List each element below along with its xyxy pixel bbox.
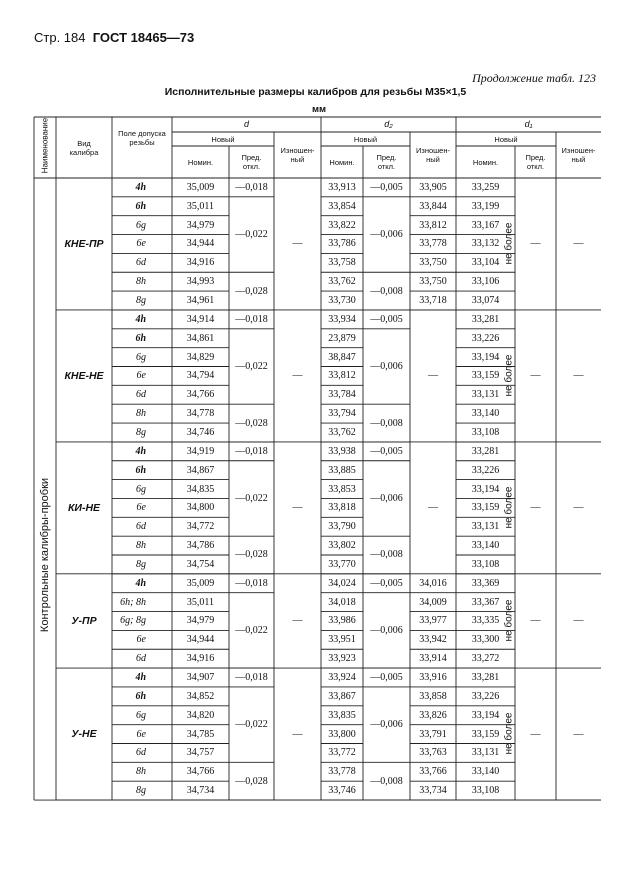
tolerance-field: 6e [136, 370, 146, 382]
d1-nominal: 33,194 [471, 351, 500, 363]
d-nominal: 34,867 [186, 464, 215, 476]
d2-worn-dash: — [428, 502, 438, 514]
d-nominal: 34,916 [186, 257, 215, 269]
d2-deviation: —0,006 [370, 719, 403, 731]
d2-nominal: 33,730 [328, 295, 356, 307]
d2-nominal: 33,924 [328, 672, 356, 684]
d-deviation: —0,028 [235, 417, 268, 429]
table-title: Исполнительные размеры калибров для резьбы М35×1,5 [164, 86, 467, 98]
d2-deviation: —0,006 [370, 492, 403, 504]
d2-deviation: —0,008 [370, 417, 403, 429]
d1-nominal: 33,159 [471, 728, 500, 740]
d2-nominal: 33,934 [328, 313, 356, 325]
d2-nominal: 33,986 [328, 615, 356, 627]
d-nominal: 34,979 [186, 615, 215, 627]
d2-nominal: 33,923 [328, 653, 356, 665]
d1-nominal: 33,159 [471, 370, 500, 382]
d-deviation: —0,018 [235, 577, 268, 589]
group-label: Контрольные калибры-пробки [39, 477, 51, 633]
not-more-label: не более [503, 222, 515, 265]
d2-nominal: 33,790 [328, 521, 356, 533]
d-deviation: —0,018 [235, 313, 268, 325]
d2-worn: 33,750 [419, 276, 447, 288]
header-tolerance-field: Поле допуска резьбы [118, 128, 166, 147]
header-d2: d₂ [384, 119, 393, 130]
d1-deviation-dash: — [530, 728, 541, 740]
not-more-label: не более [503, 599, 515, 642]
gauge-name-1: КНЕ-НЕ [64, 369, 104, 382]
d2-worn: 33,844 [419, 200, 447, 212]
tolerance-field: 6h [135, 690, 146, 702]
tolerance-field: 6g; 8g [120, 615, 146, 627]
d-nominal: 34,757 [186, 747, 215, 759]
d-nominal: 34,852 [186, 690, 215, 702]
d-nominal: 35,011 [186, 200, 215, 212]
d2-nominal: 38,847 [328, 351, 356, 363]
d2-worn: 33,791 [419, 728, 447, 740]
d2-deviation: —0,005 [370, 577, 403, 589]
d-nominal: 34,785 [186, 728, 215, 740]
d-nominal: 35,009 [186, 577, 215, 589]
d2-nominal: 33,746 [328, 785, 356, 797]
tolerance-field: 6g [136, 351, 146, 363]
d1-nominal: 33,106 [471, 276, 500, 288]
d1-worn-dash: — [573, 728, 584, 740]
d-deviation: —0,018 [235, 181, 268, 193]
d1-nominal: 33,199 [471, 200, 500, 212]
d2-nominal: 33,794 [328, 408, 356, 420]
d-worn-dash: — [292, 502, 303, 514]
header-gauge-type: Вид калибра [69, 138, 99, 157]
d1-nominal: 33,167 [471, 219, 500, 231]
d2-worn: 33,778 [419, 238, 447, 250]
d1-nominal: 33,272 [471, 653, 500, 665]
tolerance-field: 6e [136, 728, 146, 740]
d-nominal: 34,786 [186, 540, 215, 552]
header-deviation-1: Пред. откл. [376, 153, 397, 171]
d2-worn: 34,016 [419, 577, 447, 589]
gauge-name-4: У-НЕ [71, 728, 97, 741]
tolerance-field: 6e [136, 502, 146, 514]
d2-worn: 33,905 [419, 181, 447, 193]
gauge-name-0: КНЕ-ПР [64, 237, 104, 250]
header-new-0: Новый [211, 134, 235, 144]
d1-nominal: 33,131 [471, 747, 500, 759]
header-new-2: Новый [494, 134, 518, 144]
d2-nominal: 23,879 [328, 332, 356, 344]
d2-deviation: —0,008 [370, 549, 403, 561]
d-nominal: 34,772 [186, 521, 215, 533]
d1-nominal: 33,281 [471, 313, 500, 325]
d2-nominal: 33,762 [328, 426, 356, 438]
d1-worn-dash: — [573, 502, 584, 514]
d1-nominal: 33,226 [471, 464, 500, 476]
d-nominal: 34,979 [186, 219, 215, 231]
d2-nominal: 33,885 [328, 464, 356, 476]
d2-nominal: 33,800 [328, 728, 356, 740]
d2-worn: 33,812 [419, 219, 447, 231]
d2-nominal: 33,938 [328, 445, 356, 457]
d1-nominal: 33,159 [471, 502, 500, 514]
d2-worn: 33,977 [419, 615, 447, 627]
d1-nominal: 33,226 [471, 332, 500, 344]
tolerance-field: 4h [135, 313, 146, 325]
tolerance-field: 4h [135, 577, 146, 589]
d-nominal: 34,944 [186, 238, 215, 250]
d1-deviation-dash: — [530, 502, 541, 514]
d2-worn: 33,914 [419, 653, 447, 665]
d-nominal: 34,916 [186, 653, 215, 665]
d2-deviation: —0,006 [370, 229, 403, 241]
tolerance-field: 6e [136, 238, 146, 250]
d2-nominal: 33,835 [328, 709, 356, 721]
d1-nominal: 33,108 [471, 558, 500, 570]
page-number: Стр. 184 [34, 30, 86, 45]
d1-nominal: 33,194 [471, 483, 500, 495]
d2-worn: 33,858 [419, 690, 447, 702]
d2-worn: 33,763 [419, 747, 447, 759]
d1-deviation-dash: — [530, 615, 541, 627]
d1-deviation-dash: — [530, 370, 541, 382]
d-nominal: 34,944 [186, 634, 215, 646]
d-nominal: 34,794 [186, 370, 215, 382]
d-deviation: —0,022 [235, 492, 268, 504]
d2-deviation: —0,008 [370, 775, 403, 787]
continuation-note: Продолжение табл. 123 [472, 71, 596, 85]
d-nominal: 34,829 [186, 351, 215, 363]
d2-nominal: 33,786 [328, 238, 356, 250]
d2-nominal: 33,758 [328, 257, 356, 269]
d-deviation: —0,028 [235, 775, 268, 787]
d1-nominal: 33,131 [471, 389, 500, 401]
d-nominal: 34,861 [186, 332, 215, 344]
d-nominal: 34,919 [186, 445, 215, 457]
d1-nominal: 33,300 [471, 634, 500, 646]
tolerance-field: 6g [136, 483, 146, 495]
tolerance-field: 8g [136, 426, 146, 438]
d2-worn-dash: — [428, 370, 438, 382]
d2-nominal: 33,812 [328, 370, 356, 382]
d1-nominal: 33,140 [471, 766, 500, 778]
d2-worn: 33,942 [419, 634, 447, 646]
d2-deviation: —0,005 [370, 181, 403, 193]
d2-deviation: —0,005 [370, 313, 403, 325]
d-nominal: 34,800 [186, 502, 215, 514]
d-deviation: —0,022 [235, 719, 268, 731]
tolerance-field: 6g [136, 709, 146, 721]
d-nominal: 34,914 [186, 313, 215, 325]
d-deviation: —0,022 [235, 360, 268, 372]
d2-nominal: 33,778 [328, 766, 356, 778]
tolerance-field: 8g [136, 785, 146, 797]
tolerance-field: 4h [135, 445, 146, 457]
d-nominal: 34,907 [186, 672, 215, 684]
d2-nominal: 33,772 [328, 747, 356, 759]
d2-worn: 33,734 [419, 785, 447, 797]
d-deviation: —0,022 [235, 624, 268, 636]
d-deviation: —0,022 [235, 229, 268, 241]
tolerance-field: 4h [135, 672, 146, 684]
d2-nominal: 33,854 [328, 200, 356, 212]
header-deviation-2: Пред. откл. [525, 153, 546, 171]
d2-worn: 33,718 [419, 295, 447, 307]
not-more-label: не более [503, 354, 515, 397]
header-nominal-2: Номин. [472, 157, 499, 167]
d2-nominal: 33,913 [328, 181, 356, 193]
d2-nominal: 33,853 [328, 483, 356, 495]
d1-worn-dash: — [573, 238, 584, 250]
d2-deviation: —0,006 [370, 624, 403, 636]
tolerance-field: 8h [136, 408, 146, 420]
d2-nominal: 33,822 [328, 219, 356, 231]
d-nominal: 34,766 [186, 389, 215, 401]
d1-nominal: 33,131 [471, 521, 500, 533]
tolerance-field: 6d [136, 747, 146, 759]
standard-code: ГОСТ 18465—73 [92, 30, 195, 45]
not-more-label: не более [503, 712, 515, 755]
d1-nominal: 33,281 [471, 672, 500, 684]
header-d: d [243, 119, 249, 130]
header-nominal-1: Номин. [329, 157, 355, 167]
d1-nominal: 33,104 [471, 257, 500, 269]
d1-nominal: 33,140 [471, 408, 500, 420]
gauge-name-2: КИ-НЕ [67, 501, 101, 514]
tolerance-field: 6d [136, 389, 146, 401]
d1-nominal: 33,367 [471, 596, 500, 608]
d1-nominal: 33,074 [471, 295, 500, 307]
tolerance-field: 8h [136, 766, 146, 778]
d1-nominal: 33,259 [471, 181, 500, 193]
tolerance-field: 6h; 8h [120, 596, 146, 608]
d-deviation: —0,018 [235, 672, 268, 684]
d1-deviation-dash: — [530, 238, 541, 250]
d2-deviation: —0,006 [370, 360, 403, 372]
d-nominal: 34,778 [186, 408, 215, 420]
tolerance-field: 8g [136, 558, 146, 570]
tolerance-field: 6d [136, 521, 146, 533]
d1-worn-dash: — [573, 370, 584, 382]
d2-nominal: 33,951 [328, 634, 356, 646]
d-nominal: 34,746 [186, 426, 215, 438]
tolerance-field: 6d [136, 257, 146, 269]
unit-label: мм [312, 104, 327, 115]
tolerance-field: 6h [135, 200, 146, 212]
d-worn-dash: — [292, 238, 303, 250]
d1-nominal: 33,194 [471, 709, 500, 721]
d2-worn: 33,826 [419, 709, 447, 721]
d1-nominal: 33,132 [471, 238, 500, 250]
d-worn-dash: — [292, 370, 303, 382]
d2-nominal: 33,770 [328, 558, 356, 570]
header-worn-2: Изношен- ный [561, 146, 596, 164]
d2-nominal: 33,818 [328, 502, 356, 514]
tolerance-field: 6d [136, 653, 146, 665]
d2-nominal: 34,024 [328, 577, 356, 589]
d-nominal: 35,011 [186, 596, 215, 608]
d2-deviation: —0,005 [370, 672, 403, 684]
d-deviation: —0,028 [235, 285, 268, 297]
d2-nominal: 33,867 [328, 690, 356, 702]
d-deviation: —0,028 [235, 549, 268, 561]
d2-nominal: 33,784 [328, 389, 356, 401]
header-nominal-0: Номин. [187, 157, 214, 167]
d1-nominal: 33,108 [471, 785, 500, 797]
d1-nominal: 33,108 [471, 426, 500, 438]
d1-worn-dash: — [573, 615, 584, 627]
d2-worn: 33,750 [419, 257, 447, 269]
d2-nominal: 33,802 [328, 540, 356, 552]
header-d1: d₁ [524, 119, 533, 130]
d2-nominal: 34,018 [328, 596, 356, 608]
tolerance-field: 8h [136, 540, 146, 552]
d2-worn: 34,009 [419, 596, 447, 608]
tolerance-field: 6h [135, 464, 146, 476]
d1-nominal: 33,369 [471, 577, 500, 589]
gauge-name-3: У-ПР [71, 614, 97, 627]
d-nominal: 34,734 [186, 785, 215, 797]
d2-deviation: —0,008 [370, 285, 403, 297]
d2-worn: 33,766 [419, 766, 447, 778]
d-nominal: 34,820 [186, 709, 215, 721]
header-name: Наименование [40, 117, 50, 174]
d-worn-dash: — [292, 728, 303, 740]
tolerance-field: 8h [136, 276, 146, 288]
tolerance-field: 6g [136, 219, 146, 231]
d2-deviation: —0,005 [370, 445, 403, 457]
d2-worn: 33,916 [419, 672, 447, 684]
d-worn-dash: — [292, 615, 303, 627]
tolerance-field: 6e [136, 634, 146, 646]
d1-nominal: 33,281 [471, 445, 500, 457]
d-nominal: 34,835 [186, 483, 215, 495]
header-worn-1: Изношен- ный [416, 146, 450, 164]
d1-nominal: 33,226 [471, 690, 500, 702]
d-nominal: 34,754 [186, 558, 215, 570]
header-new-1: Новый [353, 134, 378, 144]
d1-nominal: 33,335 [471, 615, 500, 627]
d-deviation: —0,018 [235, 445, 268, 457]
tolerance-field: 4h [135, 181, 146, 193]
tolerance-field: 6h [135, 332, 146, 344]
not-more-label: не более [503, 486, 515, 529]
d-nominal: 35,009 [186, 181, 215, 193]
d1-nominal: 33,140 [471, 540, 500, 552]
header-deviation-0: Пред. откл. [241, 153, 262, 171]
d-nominal: 34,961 [186, 295, 215, 307]
header-worn-0: Изношен- ный [280, 146, 315, 164]
tolerance-field: 8g [136, 295, 146, 307]
d-nominal: 34,993 [186, 276, 215, 288]
d2-nominal: 33,762 [328, 276, 356, 288]
d-nominal: 34,766 [186, 766, 215, 778]
